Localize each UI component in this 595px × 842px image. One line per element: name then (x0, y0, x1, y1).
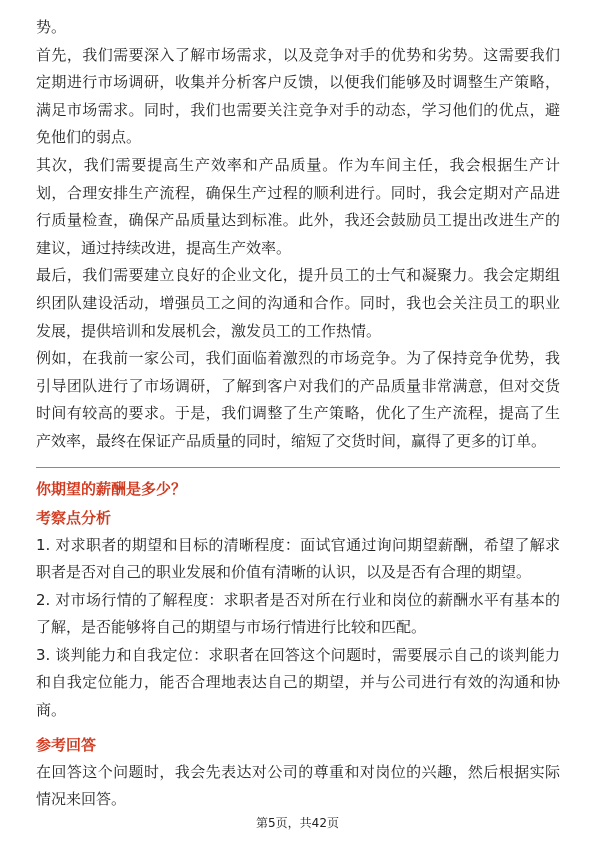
body-paragraph-market: 首先，我们需要深入了解市场需求，以及竞争对手的优势和劣势。这需要我们定期进行市场调研，收集并分析客户反馈，以便我们能够及时调整生产策略，满足市场需求。同时，我们也需要关注竞争对手的动态，学习他们的优点，避免他们的弱点。 (36, 45, 560, 147)
body-paragraph-efficiency: 其次，我们需要提高生产效率和产品质量。作为车间主任，我会根据生产计划，合理安排生产流程，确保生产过程的顺利进行。同时，我会定期对产品进行质量检查，确保产品质量达到标准。此外，我还会鼓励员工提出改进生产的建议，通过持续改进，提高生产效率。 (36, 155, 560, 257)
continuation-text: 势。 (36, 18, 67, 36)
section-divider (36, 467, 560, 468)
analysis-point-1: 1. 对求职者的期望和目标的清晰程度：面试官通过询问期望薪酬，希望了解求职者是否对自己的职业发展和价值有清晰的认识，以及是否有合理的期望。 (36, 535, 560, 582)
body-paragraph-example: 例如，在我前一家公司，我们面临着激烈的市场竞争。为了保持竞争优势，我引导团队进行了市场调研，了解到客户对我们的产品质量非常满意，但对交货时间有较高的要求。于是，我们调整了生产策略，优化了生产流程，提高了生产效率，最终在保证产品质量的同时，缩短了交货时间，赢得了更多的订单。 (36, 349, 560, 450)
reference-heading: 参考回答 (36, 735, 97, 754)
analysis-heading: 考察点分析 (36, 508, 112, 527)
reference-answer: 在回答这个问题时，我会先表达对公司的尊重和对岗位的兴趣，然后根据实际情况来回答。 (36, 762, 560, 809)
analysis-point-3: 3. 谈判能力和自我定位：求职者在回答这个问题时，需要展示自己的谈判能力和自我定位能力，能否合理地表达自己的期望，并与公司进行有效的沟通和协商。 (36, 645, 560, 720)
question-heading: 你期望的薪酬是多少？ (36, 479, 187, 498)
body-paragraph-culture: 最后，我们需要建立良好的企业文化，提升员工的士气和凝聚力。我会定期组织团队建设活动，增强员工之间的沟通和合作。同时，我也会关注员工的职业发展，提供培训和发展机会，激发员工的工作热情。 (36, 266, 560, 340)
page-footer: 第5页，共42页 (256, 816, 339, 830)
analysis-point-2: 2. 对市场行情的了解程度：求职者是否对所在行业和岗位的薪酬水平有基本的了解，是否能够将自己的期望与市场行情进行比较和匹配。 (36, 590, 560, 637)
document-page (36, 14, 560, 814)
